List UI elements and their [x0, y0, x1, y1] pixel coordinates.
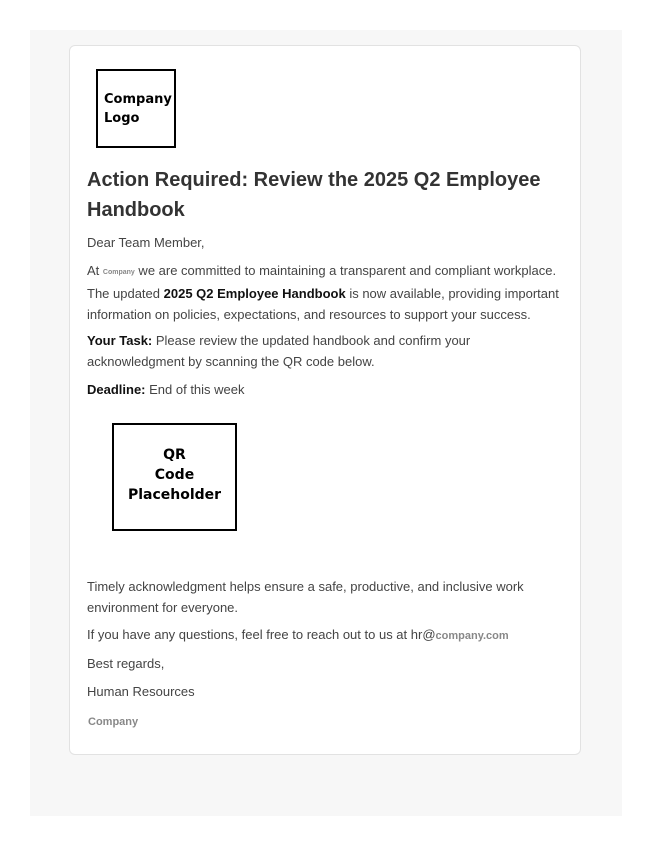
task-paragraph — [87, 330, 567, 372]
company-logo-placeholder — [96, 69, 176, 148]
task-label: Your Task: — [87, 333, 153, 348]
intro-suffix: is now available, providing important information on policies, expectations, and resources to support your success. — [87, 286, 559, 322]
closing-paragraph: Timely acknowledgment helps ensure a safe, productive, and inclusive work environment for everyone. — [87, 579, 524, 615]
email-card — [69, 45, 581, 755]
qr-code-placeholder[interactable] — [112, 423, 237, 531]
task-text: Please review the updated handbook and confirm your acknowledgment by scanning the QR code below. — [87, 333, 471, 369]
signature-company-logo: Company — [88, 716, 139, 728]
qr-text-line: Code — [154, 467, 195, 483]
handbook-name: 2025 Q2 Employee Handbook — [163, 286, 346, 301]
email-title: Action Required: Review the 2025 Q2 Employee Handbook — [87, 169, 541, 221]
questions-paragraph — [87, 624, 567, 647]
email-domain-link[interactable]: company.com — [435, 630, 509, 642]
regards-line: Best regards, — [87, 656, 165, 671]
deadline-paragraph — [87, 379, 567, 400]
sender-line: Human Resources — [87, 684, 195, 699]
deadline-label: Deadline: — [87, 382, 146, 397]
qr-text-line: QR — [163, 447, 186, 463]
logo-text-line: Logo — [104, 111, 140, 126]
deadline-text: End of this week — [145, 382, 245, 397]
intro-prefix: At — [87, 263, 103, 278]
questions-text: If you have any questions, feel free to reach out to us at hr@ — [87, 627, 436, 642]
intro-after-company: we are committed to maintaining a transparent and compliant workplace. The updated — [87, 263, 557, 301]
qr-text-line: Placeholder — [127, 487, 222, 503]
email-background — [30, 30, 622, 816]
inline-company-logo: Company — [102, 269, 135, 276]
greeting: Dear Team Member, — [87, 235, 205, 250]
logo-text-line: Company — [104, 92, 172, 107]
intro-paragraph — [87, 260, 567, 325]
